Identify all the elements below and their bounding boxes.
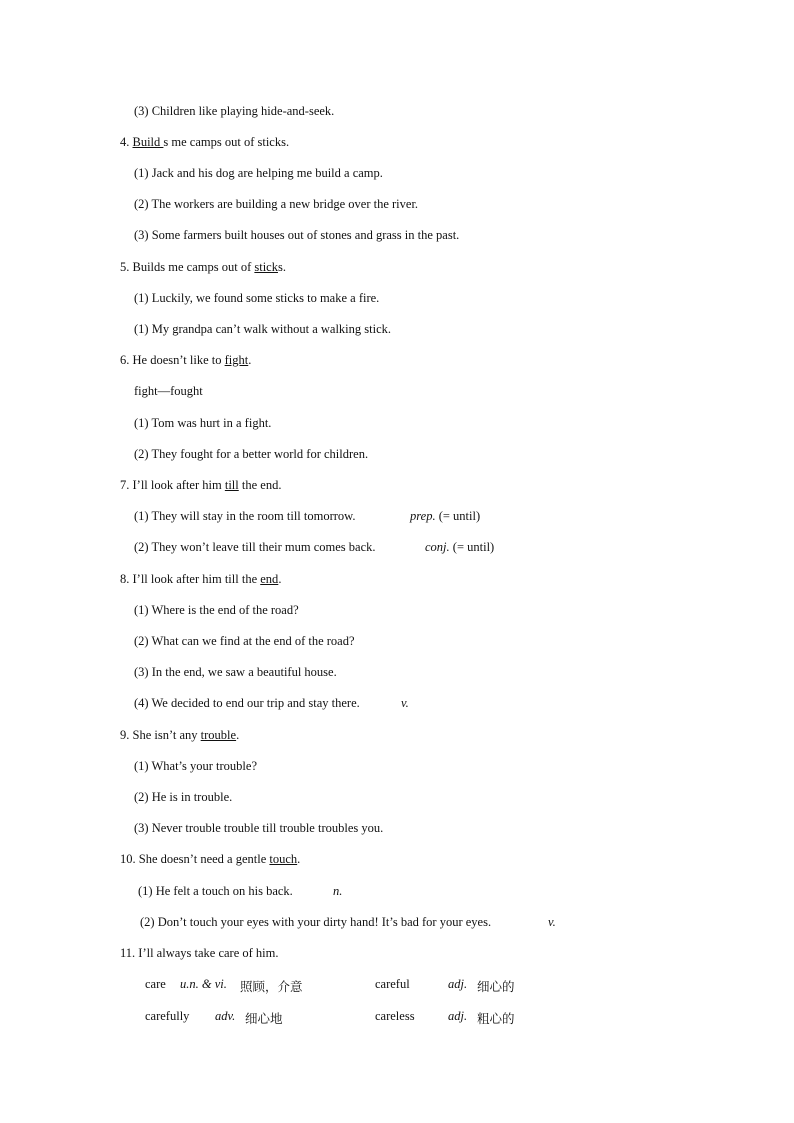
part-of-speech-v-touch: v. bbox=[548, 915, 556, 929]
item-9-heading: 9. She isn’t any trouble. bbox=[120, 728, 240, 742]
fight-past-tense: fight—fought bbox=[134, 384, 203, 398]
example-2-build: (2) The workers are building a new bridge over the river. bbox=[134, 197, 419, 211]
example-3-trouble: (3) Never trouble trouble till trouble troubles you. bbox=[134, 821, 384, 835]
vocab-word-care: care bbox=[145, 977, 166, 991]
vocab-meaning-care: 照顾，介意 bbox=[240, 980, 303, 994]
example-2-fight: (2) They fought for a better world for children. bbox=[134, 447, 369, 461]
keyword-fight: fight bbox=[224, 353, 249, 367]
example-2-stick: (1) My grandpa can’t walk without a walking stick. bbox=[134, 322, 392, 336]
example-1-till: (1) They will stay in the room till tomorrow. bbox=[134, 509, 356, 523]
example-1-build: (1) Jack and his dog are helping me build a camp. bbox=[134, 166, 383, 180]
keyword-till: till bbox=[224, 478, 239, 492]
part-of-speech-v: v. bbox=[401, 696, 409, 710]
vocab-pos-careful: adj. bbox=[448, 977, 468, 991]
vocab-meaning-careless: 粗心的 bbox=[477, 1012, 515, 1026]
vocab-pos-care: u.n. & vi. bbox=[180, 977, 227, 991]
example-1-trouble: (1) What’s your trouble? bbox=[134, 759, 257, 773]
example-2-trouble: (2) He is in trouble. bbox=[134, 790, 233, 804]
keyword-stick: stick bbox=[254, 260, 278, 274]
vocab-pos-carefully: adv. bbox=[215, 1009, 236, 1023]
item-4-heading: 4. Build s me camps out of sticks. bbox=[120, 135, 290, 149]
item-11-heading: 11. I’ll always take care of him. bbox=[120, 946, 279, 960]
example-2-end: (2) What can we find at the end of the road? bbox=[134, 634, 355, 648]
keyword-build: Build bbox=[132, 135, 164, 149]
example-3-end: (3) In the end, we saw a beautiful house. bbox=[134, 665, 337, 679]
item-7-heading: 7. I’ll look after him till the end. bbox=[120, 478, 282, 492]
keyword-trouble: trouble bbox=[200, 728, 237, 742]
example-1-touch: (1) He felt a touch on his back. bbox=[138, 884, 293, 898]
keyword-touch: touch bbox=[269, 852, 298, 866]
vocab-meaning-careful: 细心的 bbox=[477, 980, 515, 994]
example-3-hide-and-seek: (3) Children like playing hide-and-seek. bbox=[134, 104, 335, 118]
example-4-end: (4) We decided to end our trip and stay there. bbox=[134, 696, 360, 710]
example-1-stick: (1) Luckily, we found some sticks to make a fire. bbox=[134, 291, 380, 305]
vocab-word-careless: careless bbox=[375, 1009, 415, 1023]
example-1-fight: (1) Tom was hurt in a fight. bbox=[134, 416, 272, 430]
example-2-till: (2) They won’t leave till their mum comes back. bbox=[134, 540, 376, 554]
example-2-touch: (2) Don’t touch your eyes with your dirty hand! It’s bad for your eyes. bbox=[140, 915, 492, 929]
part-of-speech-n: n. bbox=[333, 884, 343, 898]
part-of-speech-prep: prep. (= until) bbox=[410, 509, 481, 523]
item-8-heading: 8. I’ll look after him till the end. bbox=[120, 572, 282, 586]
item-6-heading: 6. He doesn’t like to fight. bbox=[120, 353, 252, 367]
example-1-end: (1) Where is the end of the road? bbox=[134, 603, 299, 617]
part-of-speech-conj: conj. (= until) bbox=[425, 540, 495, 554]
vocab-pos-careless: adj. bbox=[448, 1009, 468, 1023]
vocab-word-careful: careful bbox=[375, 977, 410, 991]
keyword-end: end bbox=[260, 572, 279, 586]
vocab-meaning-carefully: 细心地 bbox=[245, 1012, 283, 1026]
vocab-word-carefully: carefully bbox=[145, 1009, 190, 1023]
example-3-build: (3) Some farmers built houses out of stones and grass in the past. bbox=[134, 228, 460, 242]
item-10-heading: 10. She doesn’t need a gentle touch. bbox=[120, 852, 301, 866]
item-5-heading: 5. Builds me camps out of sticks. bbox=[120, 260, 286, 274]
